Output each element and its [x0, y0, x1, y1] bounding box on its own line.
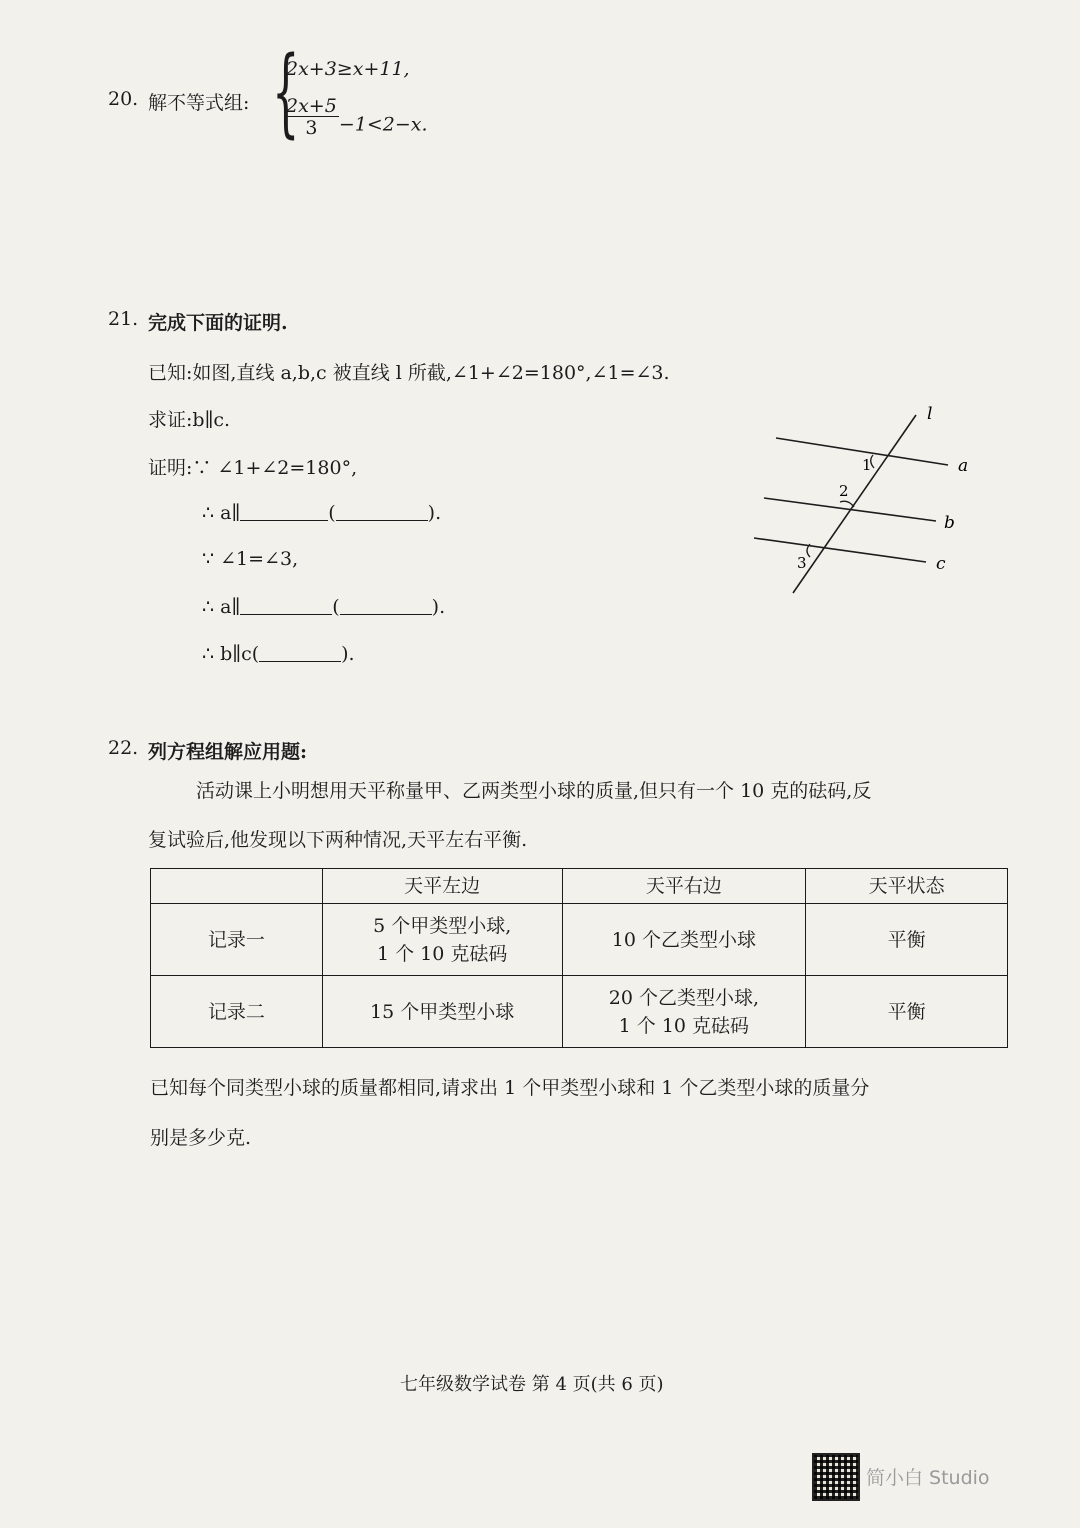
row-2-left-line-1: 15 个甲类型小球 [370, 1000, 515, 1023]
q20-inequality-1: 2x+3≥x+11, [286, 58, 410, 80]
q21-paren-close-1: ). [427, 502, 442, 524]
q21-proof-step-2-text: ∴ a∥ [202, 502, 241, 524]
qr-code-icon [812, 1453, 860, 1501]
q21-proof-step-5-end: ). [341, 643, 355, 665]
q20-brace: { [272, 36, 300, 148]
q21-paren-open-2: ( [332, 596, 340, 618]
row-1-label: 记录一 [151, 904, 323, 976]
table-header-empty [151, 869, 323, 904]
label-l: l [927, 404, 933, 424]
label-a: a [958, 456, 969, 476]
watermark-text: 简小白 Studio [866, 1467, 990, 1489]
q21-blank-4[interactable] [340, 596, 432, 615]
q21-blank-1[interactable] [240, 502, 328, 521]
q21-proof-step-1: 证明:∵ ∠1+∠2=180°, [148, 457, 358, 479]
q21-prove: 求证:b∥c. [148, 409, 231, 431]
q20-inequality-2 [284, 96, 428, 139]
q21-given: 已知:如图,直线 a,b,c 被直线 l 所截,∠1+∠2=180°,∠1=∠3. [148, 362, 670, 384]
table-row [151, 976, 1008, 1048]
row-2-right [562, 976, 806, 1048]
q21-figure [740, 395, 990, 605]
table-row [151, 904, 1008, 976]
q22-number: 22. [108, 737, 139, 759]
q22-para-1-line-1: 活动课上小明想用天平称量甲、乙两类型小球的质量,但只有一个 10 克的砝码,反 [196, 780, 872, 802]
row-1-right-line-1: 10 个乙类型小球 [611, 928, 756, 951]
q21-paren-open-1: ( [328, 502, 336, 524]
q21-title: 完成下面的证明. [148, 312, 288, 334]
page-footer: 七年级数学试卷 第 4 页(共 6 页) [400, 1374, 664, 1395]
table-header-row [151, 869, 1008, 904]
label-c: c [936, 554, 946, 574]
label-angle-2: 2 [839, 482, 849, 500]
q21-blank-5[interactable] [259, 643, 341, 662]
row-2-state: 平衡 [806, 976, 1008, 1048]
row-1-left-line-2: 1 个 10 克砝码 [376, 942, 508, 965]
q22-para-2-line-2: 别是多少克. [150, 1127, 252, 1149]
row-1-left-line-1: 5 个甲类型小球, [373, 914, 512, 937]
q21-number: 21. [108, 308, 139, 330]
balance-record-table [150, 868, 1008, 1048]
row-2-right-line-2: 1 个 10 克砝码 [618, 1014, 750, 1037]
label-angle-1: 1 [862, 456, 872, 474]
label-angle-3: 3 [797, 554, 807, 572]
table-header-state: 天平状态 [806, 869, 1008, 904]
table-header-left: 天平左边 [322, 869, 562, 904]
row-1-right [562, 904, 806, 976]
q20-fraction [284, 96, 339, 139]
q20-inequality-2-rest: −1<2−x. [338, 113, 428, 136]
q21-paren-close-2: ). [431, 596, 446, 618]
row-2-right-line-1: 20 个乙类型小球, [608, 986, 759, 1009]
q20-number: 20. [108, 88, 139, 110]
q21-proof-step-3: ∵ ∠1=∠3, [202, 548, 299, 570]
q20-fraction-denominator: 3 [305, 117, 318, 139]
q21-proof-step-4-text: ∴ a∥ [202, 596, 241, 618]
q22-para-2-line-1: 已知每个同类型小球的质量都相同,请求出 1 个甲类型小球和 1 个乙类型小球的质量分 [150, 1077, 870, 1099]
line-c [754, 538, 926, 562]
q21-proof-step-5 [202, 643, 355, 665]
row-2-label: 记录二 [151, 976, 323, 1048]
row-1-left [322, 904, 562, 976]
q21-proof-step-4 [202, 596, 445, 618]
angle-2-arc [840, 501, 854, 507]
q21-blank-3[interactable] [240, 596, 332, 615]
q22-title: 列方程组解应用题: [148, 741, 308, 763]
q22-para-1-line-2: 复试验后,他发现以下两种情况,天平左右平衡. [148, 829, 528, 851]
q20-fraction-numerator: 2x+5 [286, 95, 337, 117]
row-2-left [322, 976, 562, 1048]
table-header-right: 天平右边 [562, 869, 806, 904]
q21-proof-step-5-text: ∴ b∥c( [202, 643, 260, 665]
q20-label: 解不等式组: [148, 92, 250, 114]
q21-proof-step-2 [202, 502, 441, 524]
label-b: b [944, 513, 955, 533]
row-1-state: 平衡 [806, 904, 1008, 976]
q21-blank-2[interactable] [336, 502, 428, 521]
